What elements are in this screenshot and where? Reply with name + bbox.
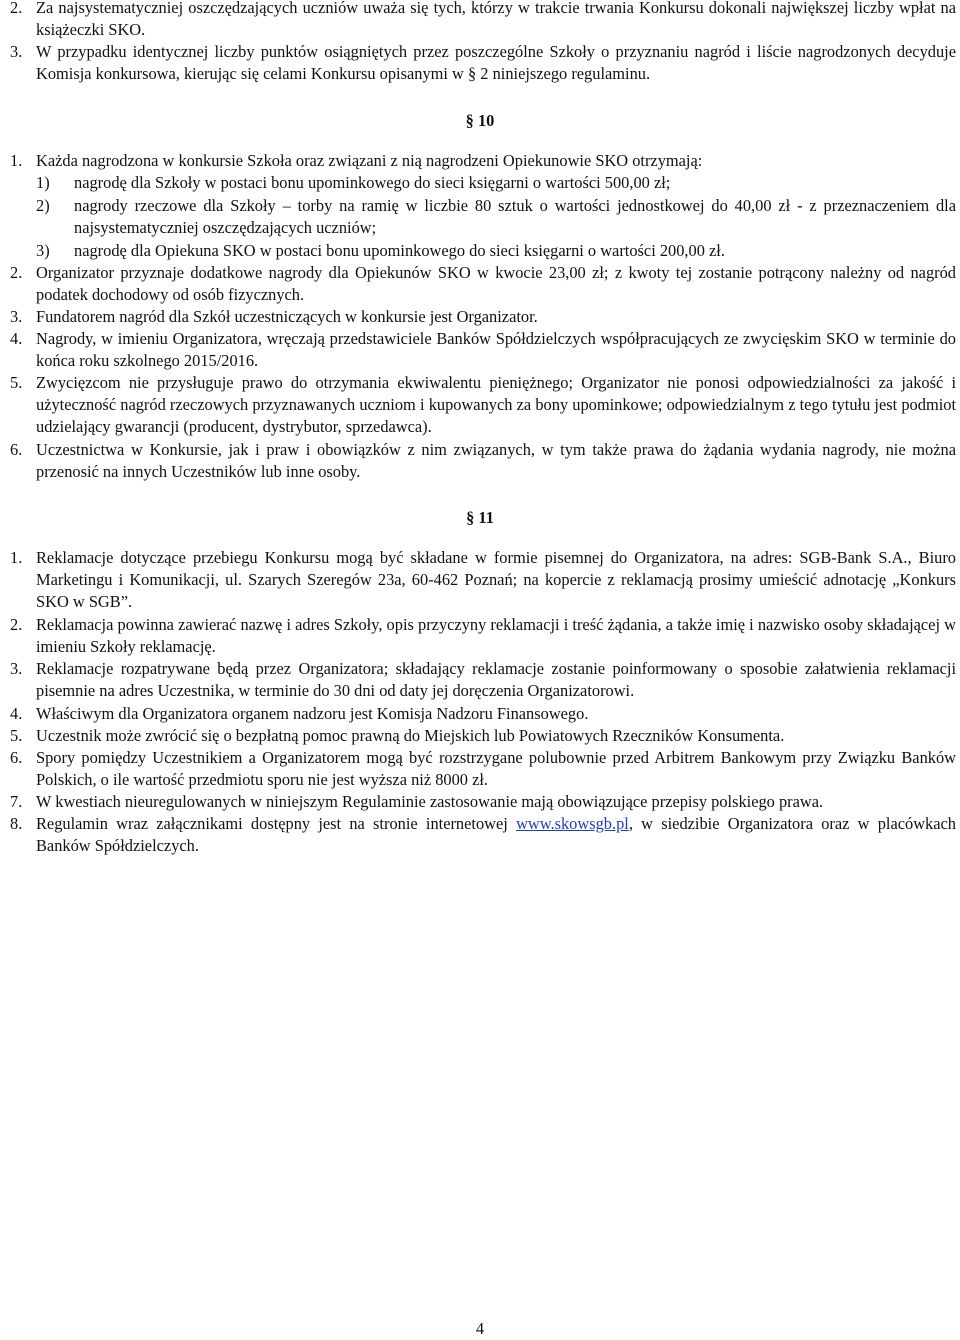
list-item	[10, 547, 956, 614]
list-item	[10, 658, 956, 702]
item-number: 2.	[10, 615, 23, 634]
list-item	[10, 41, 956, 85]
item-text-after-link: , w siedzibie Organizatora oraz w placówkach Banków Spółdzielczych.	[36, 814, 956, 856]
list-item	[10, 328, 956, 372]
item-text: Spory pomiędzy Uczestnikiem a Organizatorem mogą być rozstrzygane polubownie przed Arbitrem Bankowym przy Związku Banków Polskich, o ile wartość przedmiotu sporu nie jest wyższa niż 8000 zł.	[36, 748, 956, 790]
list-item	[10, 439, 956, 483]
item-text: Każda nagrodzona w konkursie Szkoła oraz związani z nią nagrodzeni Opiekunowie SKO otrzymają:	[36, 151, 703, 170]
section-heading-11: § 11	[466, 508, 494, 527]
item-number: 3.	[10, 42, 23, 61]
item-text: Uczestnik może zwrócić się o bezpłatną pomoc prawną do Miejskich lub Powiatowych Rzeczników Konsumenta.	[36, 726, 785, 745]
section-heading-10: § 10	[465, 111, 495, 130]
item-number: 2.	[10, 0, 23, 17]
sub-item-text: nagrody rzeczowe dla Szkoły – torby na ramię w liczbie 80 sztuk o wartości jednostkowej do 40,00 zł - z przeznaczeniem dla najsystematyczniej oszczędzających uczniów;	[74, 196, 956, 238]
item-text: Zwycięzcom nie przysługuje prawo do otrzymania ekwiwalentu pieniężnego; Organizator nie ponosi odpowiedzialności za jakość i użyteczność nagród rzeczowych przyznawanych uczniom i kupowanych za bony upominkowe; odpowiedzialnym z tego tytułu jest podmiot udzielający gwarancji (producent, dystrybutor, sprzedawca).	[36, 373, 956, 437]
list-item	[10, 614, 956, 658]
item-text: Reklamacje rozpatrywane będą przez Organizatora; składający reklamacje zostanie poinformowany o sposobie załatwienia reklamacji pisemnie na adres Uczestnika, w terminie do 30 dni od daty jej doręczenia Organizatorowi.	[36, 659, 956, 701]
sub-list-item	[36, 240, 956, 262]
item-text: W przypadku identycznej liczby punktów osiągniętych przez poszczególne Szkoły o przyznaniu nagród i liście nagrodzonych decyduje Komisja konkursowa, kierując się celami Konkursu opisanymi w § 2 niniejszego regulaminu.	[36, 42, 956, 84]
item-number: 4.	[10, 704, 23, 723]
website-link[interactable]: www.skowsgb.pl	[516, 814, 629, 833]
list-item	[10, 150, 956, 172]
item-text: Nagrody, w imieniu Organizatora, wręczają przedstawiciele Banków Spółdzielczych współpracujących ze zwycięskim SKO w terminie do końca roku szkolnego 2015/2016.	[36, 329, 956, 371]
item-text: W kwestiach nieuregulowanych w niniejszym Regulaminie zastosowanie mają obowiązujące przepisy polskiego prawa.	[36, 792, 824, 811]
list-item	[10, 262, 956, 306]
sub-list-item	[36, 195, 956, 239]
item-number: 5.	[10, 726, 23, 745]
item-text: Reklamacja powinna zawierać nazwę i adres Szkoły, opis przyczyny reklamacji i treść żądania, a także imię i nazwisko osoby składającej w imieniu Szkoły reklamację.	[36, 615, 956, 657]
item-text	[36, 813, 956, 857]
item-text-before-link: Regulamin wraz załącznikami dostępny jest na stronie internetowej	[36, 814, 517, 833]
sub-item-number: 2)	[36, 196, 50, 215]
item-number: 3.	[10, 307, 23, 326]
sub-item-number: 1)	[36, 173, 50, 192]
sub-item-text: nagrodę dla Szkoły w postaci bonu upominkowego do sieci księgarni o wartości 500,00 zł;	[74, 173, 671, 192]
item-number: 1.	[10, 151, 23, 170]
list-item	[10, 813, 956, 857]
item-number: 7.	[10, 792, 23, 811]
item-number: 4.	[10, 329, 23, 348]
sub-list-item	[36, 172, 956, 194]
item-number: 8.	[10, 814, 23, 833]
sub-item-number: 3)	[36, 241, 50, 260]
page-number: 4	[475, 1319, 485, 1338]
item-text: Organizator przyznaje dodatkowe nagrody dla Opiekunów SKO w kwocie 23,00 zł; z kwoty tej zostanie potrącony należny od nagród podatek dochodowy od osób fizycznych.	[36, 263, 956, 305]
item-number: 2.	[10, 263, 23, 282]
list-item	[10, 306, 956, 328]
list-item	[10, 703, 956, 725]
item-number: 1.	[10, 548, 23, 567]
item-text: Fundatorem nagród dla Szkół uczestniczących w konkursie jest Organizator.	[36, 307, 538, 326]
item-number: 6.	[10, 748, 23, 767]
list-item	[10, 0, 956, 41]
item-number: 5.	[10, 373, 23, 392]
item-number: 3.	[10, 659, 23, 678]
list-item	[10, 747, 956, 791]
item-number: 6.	[10, 440, 23, 459]
list-item	[10, 791, 956, 813]
item-text: Właściwym dla Organizatora organem nadzoru jest Komisja Nadzoru Finansowego.	[36, 704, 589, 723]
item-text: Reklamacje dotyczące przebiegu Konkursu mogą być składane w formie pisemnej do Organizatora, na adres: SGB-Bank S.A., Biuro Marketingu i Komunikacji, ul. Szarych Szeregów 23a, 60-462 Poznań; na kopercie z reklamacją prosimy umieścić adnotację „Konkurs SKO w SGB”.	[36, 548, 956, 612]
list-item	[10, 725, 956, 747]
item-text: Za najsystematyczniej oszczędzających uczniów uważa się tych, którzy w trakcie trwania Konkursu dokonali największej liczby wpłat na książeczki SKO.	[36, 0, 956, 40]
list-item	[10, 372, 956, 439]
sub-item-text: nagrodę dla Opiekuna SKO w postaci bonu upominkowego do sieci księgarni o wartości 200,00 zł.	[74, 241, 725, 260]
item-text: Uczestnictwa w Konkursie, jak i praw i obowiązków z nim związanych, w tym także prawa do żądania wydania nagrody, nie można przenosić na innych Uczestników lub inne osoby.	[36, 440, 956, 482]
